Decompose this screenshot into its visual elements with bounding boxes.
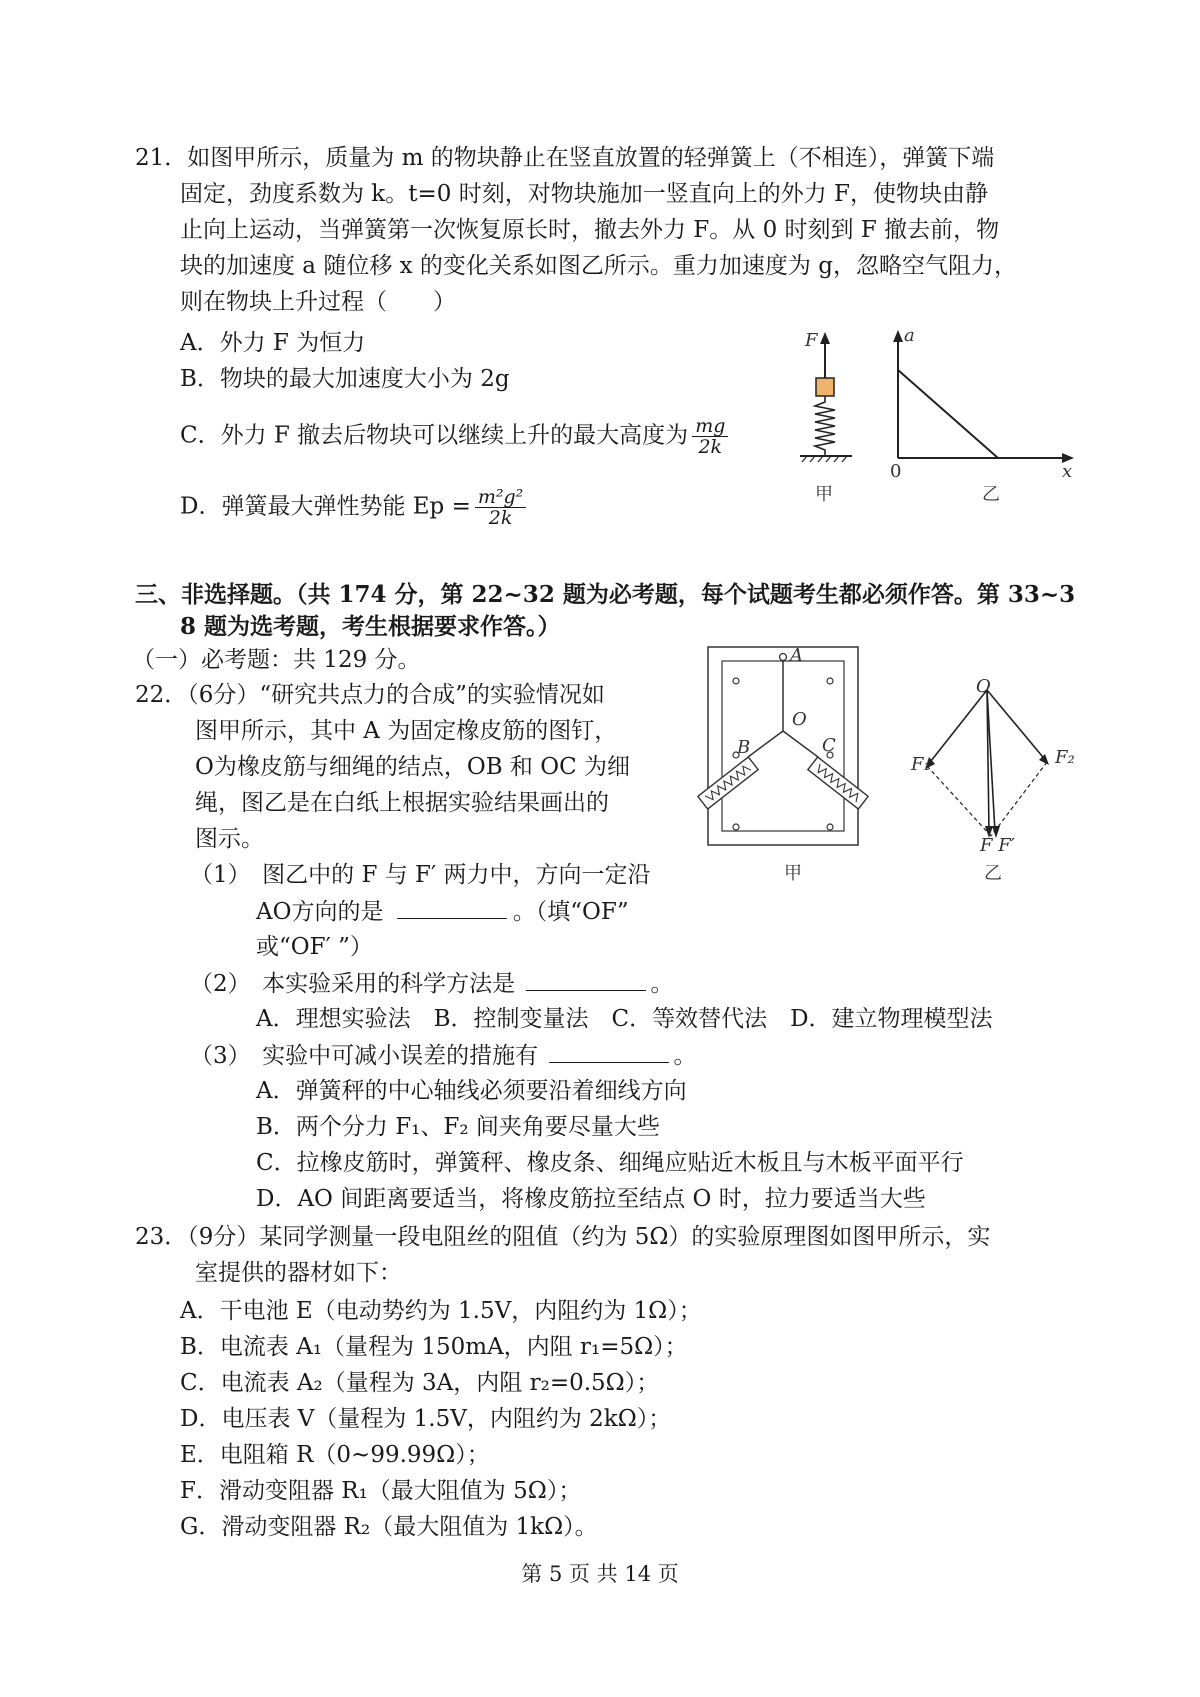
q21-option-c [180, 416, 728, 457]
q22-part-3-option-b: B．两个分力 F₁、F₂ 间夹角要尽量大些 [256, 1114, 660, 1140]
string-ob [748, 731, 783, 757]
section-3-subheading: （一）必考题：共 129 分。 [132, 647, 421, 673]
q23-item-e: E．电阻箱 R（0~99.99Ω）； [180, 1442, 490, 1468]
force-arrow-head [820, 332, 830, 344]
board-pin [733, 678, 739, 684]
q21-origin-label: 0 [890, 461, 902, 482]
spring-scale-left [698, 757, 758, 809]
q22-part-3-text: （3） 实验中可减小误差的措施有 [190, 1043, 539, 1069]
q22-label-f2: F₂ [1055, 747, 1075, 768]
block [816, 378, 834, 396]
q23-item-g: G．滑动变阻器 R₂（最大阻值为 1kΩ）。 [180, 1514, 598, 1540]
q22-part-2 [190, 968, 673, 999]
section-3-heading-line-2: 8 题为选考题，考生根据要求作答。） [180, 613, 561, 640]
q22-part-1-answer-blank[interactable] [397, 896, 507, 919]
q22-part-2-end: 。 [650, 971, 674, 997]
q21-option-c-text: C．外力 F 撤去后物块可以继续上升的最大高度为 [180, 422, 689, 449]
fraction-denominator: 2k [488, 507, 513, 529]
q22-part-1-suffix: 。（填“OF” [512, 899, 629, 925]
q22-line-5: 图示。 [195, 826, 264, 852]
q21-option-d-text: D．弹簧最大弹性势能 Ep = [180, 493, 471, 520]
q21-option-d [180, 487, 526, 528]
q23-item-c: C．电流表 A₂（量程为 3A，内阻 r₂=0.5Ω）； [180, 1370, 660, 1396]
q22-part-3-answer-blank[interactable] [549, 1040, 669, 1063]
q23-line-1: 23．（9分）某同学测量一段电阻丝的阻值（约为 5Ω）的实验原理图如图甲所示，实 [135, 1224, 991, 1250]
q21-option-d-fraction [475, 487, 526, 528]
fraction-denominator: 2k [698, 436, 723, 458]
q21-option-b: B．物块的最大加速度大小为 2g [180, 366, 510, 392]
q22-part-2-answer-blank[interactable] [526, 968, 646, 991]
q23-item-b: B．电流表 A₁（量程为 150mA，内阻 r₁=5Ω）； [180, 1334, 688, 1360]
section-3-heading-line-1: 三、非选择题。（共 174 分，第 22~32 题为必考题，每个试题考生都必须作答。第 33~3 [135, 581, 1076, 608]
q22-figure-caption-jia: 甲 [784, 863, 802, 884]
force-f1 [927, 690, 987, 766]
q21-figure-spring-block [780, 330, 860, 480]
q22-figure-force-board [690, 645, 870, 850]
q22-label-f1: F₁ [911, 754, 931, 775]
q22-line-1: 22．（6分）“研究共点力的合成”的实验情况如 [135, 682, 605, 708]
q22-label-a: A [790, 645, 803, 666]
force-f2-arrow [1039, 754, 1049, 765]
q22-label-c: C [822, 735, 836, 756]
q21-figure-caption-jia: 甲 [815, 484, 833, 505]
q21-figure-caption-yi: 乙 [982, 484, 1000, 505]
q21-line-1: 21．如图甲所示，质量为 m 的物块静止在竖直放置的轻弹簧上（不相连），弹簧下端 [135, 145, 995, 171]
page-number-footer: 第 5 页 共 14 页 [521, 1562, 679, 1586]
q21-line-2: 固定，劲度系数为 k。t=0 时刻，对物块施加一竖直向上的外力 F，使物块由静 [180, 181, 988, 207]
spring-scale-right [808, 757, 868, 809]
q22-label-f-fprime: F F′ [980, 835, 1015, 856]
q23-item-a: A．干电池 E（电动势约为 1.5V，内阻约为 1Ω）； [180, 1298, 702, 1324]
q22-part-2-options: A．理想实验法 B．控制变量法 C．等效替代法 D．建立物理模型法 [256, 1006, 993, 1032]
q22-part-3-option-a: A．弹簧秤的中心轴线必须要沿着细线方向 [256, 1078, 687, 1104]
a-x-line [898, 370, 998, 458]
fraction-numerator: mg [692, 416, 728, 437]
q22-line-4: 绳，图乙是在白纸上根据实验结果画出的 [195, 790, 609, 816]
q23-line-2: 室提供的器材如下： [195, 1260, 402, 1286]
q22-label-b: B [737, 737, 751, 758]
q22-figure-caption-yi: 乙 [984, 863, 1002, 884]
q22-part-3-option-c: C．拉橡皮筋时，弹簧秤、橡皮条、细绳应贴近木板且与木板平面平行 [256, 1150, 964, 1176]
q21-force-label: F [805, 330, 818, 351]
q22-label-o: O [792, 709, 807, 730]
q21-line-3: 止向上运动，当弹簧第一次恢复原长时，撤去外力 F。从 0 时刻到 F 撤去前，物 [180, 217, 1000, 243]
q21-line-5: 则在物块上升过程（ ） [180, 289, 456, 315]
q22-part-2-text: （2） 本实验采用的科学方法是 [190, 971, 516, 997]
q22-part-3-end: 。 [673, 1043, 697, 1069]
a-axis-arrow [893, 330, 903, 342]
parallelogram-side [927, 766, 991, 836]
fraction-numerator: m²g² [475, 487, 526, 508]
q22-part-1-line-1: （1） 图乙中的 F 与 F′ 两力中，方向一定沿 [190, 862, 651, 888]
q22-part-3 [190, 1040, 696, 1071]
q23-item-d: D．电压表 V（量程为 1.5V，内阻约为 2kΩ）； [180, 1406, 672, 1432]
string-oc [783, 731, 818, 757]
q22-part-1-prefix: AO方向的是 [256, 899, 384, 925]
force-f2 [987, 690, 1047, 762]
q22-part-1-line-3: 或“OF′ ”） [256, 934, 373, 960]
pin-a [780, 654, 787, 661]
q21-figure-a-x-graph [880, 325, 1080, 468]
q21-option-c-fraction [692, 416, 728, 457]
q21-line-4: 块的加速度 a 随位移 x 的变化关系如图乙所示。重力加速度为 g，忽略空气阻力， [180, 253, 1017, 279]
q23-item-f: F．滑动变阻器 R₁（最大阻值为 5Ω）； [180, 1478, 582, 1504]
q21-a-label: a [904, 325, 915, 346]
q22-part-1-line-2 [256, 896, 629, 927]
q22-part-3-option-d: D．AO 间距离要适当，将橡皮筋拉至结点 O 时，拉力要适当大些 [256, 1186, 926, 1212]
q21-x-label: x [1062, 461, 1073, 482]
q22-line-2: 图甲所示，其中 A 为固定橡皮筋的图钉， [195, 718, 618, 744]
board-pin [827, 824, 833, 830]
board-pin [733, 824, 739, 830]
board-pin [827, 678, 833, 684]
spring [815, 396, 835, 456]
q22-label-o2: O [976, 676, 991, 697]
q22-line-3: O为橡皮筋与细绳的结点，OB 和 OC 为细 [195, 754, 631, 780]
q21-option-a: A．外力 F 为恒力 [180, 330, 366, 356]
parallelogram-side [991, 762, 1047, 836]
